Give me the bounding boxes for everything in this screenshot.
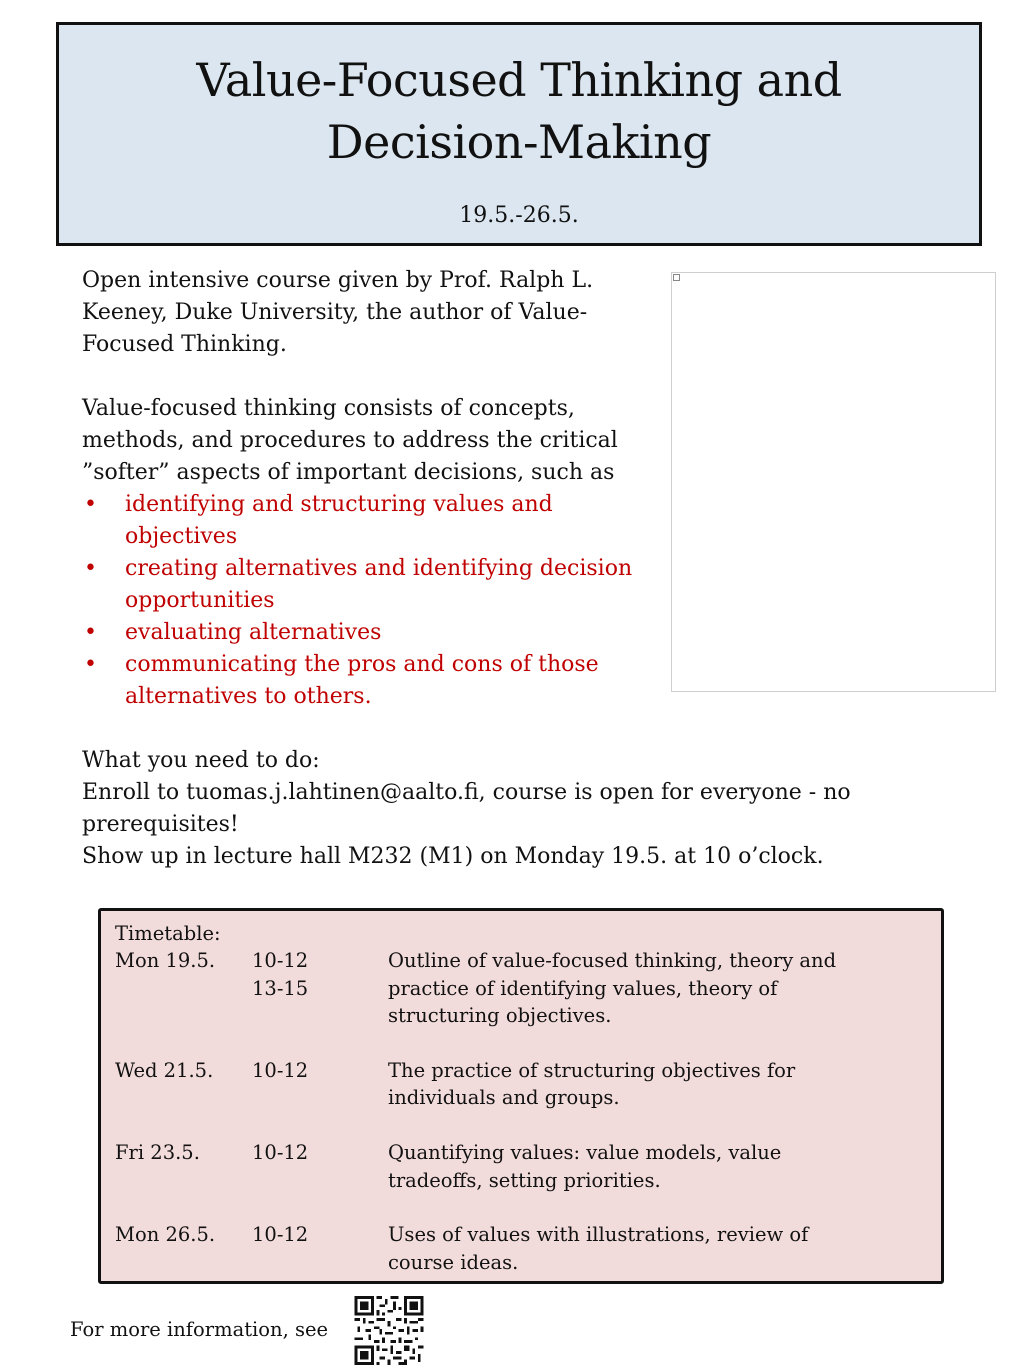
timetable-time: 10-12 [252, 949, 309, 973]
list-item-text: communicating the pros and cons of those alternatives to others. [125, 652, 599, 709]
timetable-day: Mon 26.5. [115, 1223, 216, 1247]
bullet-icon: • [84, 652, 97, 677]
title-box [56, 22, 982, 246]
timetable-description: The practice of structuring objectives for individuals and groups. [388, 1059, 796, 1110]
timetable-day: Fri 23.5. [115, 1141, 200, 1165]
timetable-day: Wed 21.5. [115, 1059, 214, 1082]
timetable-time: 10-12 [252, 1141, 309, 1165]
intro-paragraph: Open intensive course given by Prof. Ralph L. Keeney, Duke University, the author of Value-Focused Thinking. [82, 268, 594, 357]
bullet-icon: • [84, 620, 97, 645]
page-title-line1: Value-Focused Thinking and [196, 53, 842, 107]
enroll-instruction: Enroll to tuomas.j.lahtinen@aalto.fi, course is open for everyone - no prerequisites! [82, 780, 851, 837]
bullet-icon: • [84, 556, 97, 581]
image-placeholder [671, 272, 996, 692]
timetable-description: Uses of values with illustrations, review of course ideas. [388, 1223, 809, 1274]
page-title-line2: Decision-Making [326, 115, 712, 169]
timetable-description: Outline of value-focused thinking, theory and practice of identifying values, theory of structuring objectives. [388, 949, 837, 1028]
list-item-text: creating alternatives and identifying decision opportunities [125, 556, 633, 613]
course-dates: 19.5.-26.5. [459, 203, 579, 228]
qr-code-icon[interactable] [354, 1296, 424, 1365]
list-item-text: identifying and structuring values and objectives [125, 492, 553, 549]
aspects-list [82, 489, 662, 713]
timetable-row [115, 947, 915, 1029]
timetable-row [115, 1139, 915, 1194]
list-item [82, 489, 662, 553]
showup-instruction: Show up in lecture hall M232 (M1) on Monday 19.5. at 10 o’clock. [82, 844, 824, 869]
more-info-label: For more information, see [70, 1318, 329, 1341]
list-item [82, 553, 662, 617]
timetable-description: Quantifying values: value models, value tradeoffs, setting priorities. [388, 1141, 782, 1192]
timetable-time: 10-12 [252, 1059, 309, 1082]
timetable-row [115, 1221, 915, 1276]
timetable-row [115, 1057, 915, 1112]
timetable-box [98, 908, 944, 1284]
instructions-heading: What you need to do: [82, 748, 320, 773]
timetable-time: 13-15 [252, 976, 309, 1000]
list-item [82, 617, 662, 649]
instructions-section [82, 745, 962, 873]
bullet-icon: • [84, 492, 97, 517]
intro-section [82, 265, 662, 713]
vft-description: Value-focused thinking consists of concepts, methods, and procedures to address the critical ”softer” aspects of important decisions, such as [82, 396, 618, 485]
list-item-text: evaluating alternatives [125, 620, 382, 645]
timetable-heading: Timetable: [115, 922, 221, 945]
timetable-day: Mon 19.5. [115, 949, 216, 973]
broken-image-icon [673, 274, 680, 281]
list-item [82, 649, 662, 713]
timetable-time: 10-12 [252, 1223, 309, 1247]
